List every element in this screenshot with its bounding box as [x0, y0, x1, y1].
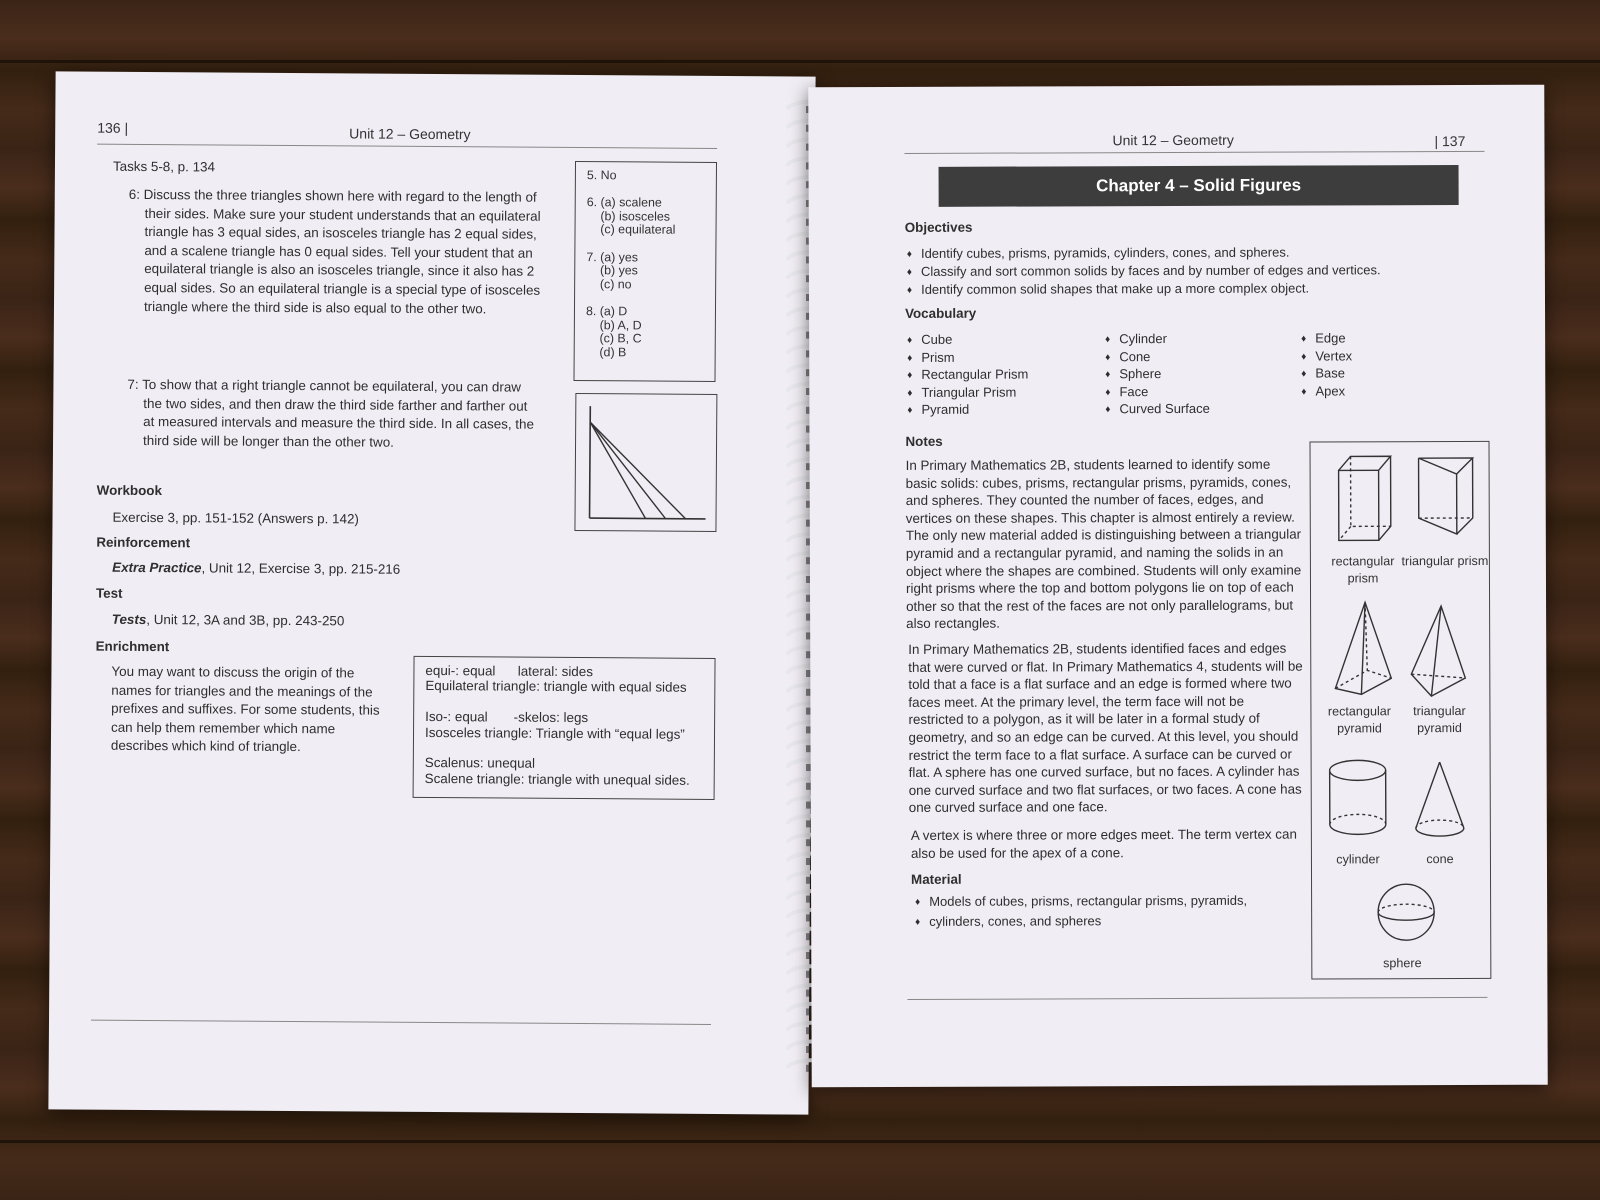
reinforcement-text: [112, 559, 400, 580]
wood-seam: [0, 1140, 1600, 1143]
vocabulary-item: ♦ Apex: [1301, 382, 1345, 402]
cone-label: cone: [1426, 852, 1454, 867]
text-line: and a scalene triangle has 0 equal sides. Tell your student that an: [144, 242, 533, 261]
text-line: In Primary Mathematics 2B, students learned to identify some: [905, 456, 1271, 473]
prefix-line: Isosceles triangle: Triangle with “equal legs”: [424, 724, 685, 742]
prefix-line: Equilateral triangle: triangle with equal sides: [425, 678, 687, 696]
header-rule: [97, 144, 717, 149]
answer-line: (b) yes: [586, 263, 638, 278]
text-line: names for triangles and the meanings of the: [111, 682, 373, 700]
answer-line: 5. No: [586, 168, 617, 183]
vocabulary-item: ♦ Triangular Prism: [907, 383, 1016, 403]
vocabulary-item: ♦ Edge: [1301, 329, 1346, 349]
text-line: vertices on these shapes. This chapter is almost entirely a review.: [905, 509, 1295, 526]
text-line: the two sides, and then draw the third side farther and farther out: [143, 395, 528, 414]
tri-pyramid-label: triangular pyramid: [1413, 703, 1466, 736]
material-list: [808, 85, 1544, 88]
test-text: [112, 611, 345, 631]
material-item: ♦ cylinders, cones, and spheres: [915, 912, 1101, 933]
prefix-line: Scalene triangle: triangle with unequal sides.: [424, 770, 690, 788]
objectives-heading: Objectives: [904, 219, 973, 235]
answer-line: (b) isosceles: [586, 208, 671, 224]
objective-item: ♦ Classify and sort common solids by faces and by number of edges and vertices.: [907, 261, 1381, 283]
task-7-text: [56, 71, 816, 76]
vocabulary-item: ♦ Cone: [1105, 348, 1150, 368]
sphere-label: sphere: [1383, 956, 1422, 971]
prefix-line: Scalenus: unequal: [424, 755, 536, 772]
left-page: [48, 71, 815, 1114]
objective-item: ♦ Identify cubes, prisms, pyramids, cylinders, cones, and spheres.: [907, 244, 1290, 265]
vocabulary-item: ♦ Sphere: [1105, 365, 1161, 385]
vocabulary-item: ♦ Base: [1301, 365, 1345, 385]
rect-prism-label: rectangular prism: [1331, 554, 1395, 586]
enrichment-heading: Enrichment: [95, 638, 170, 655]
reinforcement-detail: , Unit 12, Exercise 3, pp. 215-216: [201, 560, 401, 577]
notes-heading: Notes: [905, 433, 943, 449]
objectives-list: [808, 85, 1544, 88]
text-line: one curved surface and one face.: [908, 799, 1108, 816]
text-line: told that a face is a flat surface and an edge is formed where two: [908, 675, 1292, 693]
text-line: third side will be longer than the other two.: [143, 432, 394, 450]
rect-pyramid-label: rectangular pyramid: [1327, 704, 1391, 736]
prefix-line: Iso-: equal -skelos: legs: [425, 709, 589, 726]
text-line: You may want to discuss the origin of the: [111, 663, 355, 681]
prefix-box-text: [56, 71, 816, 76]
vocabulary-list: [808, 85, 1544, 88]
text-line: A vertex is where three or more edges meet. The term vertex can: [910, 826, 1297, 843]
page-header: Unit 12 – Geometry: [349, 125, 471, 143]
header-rule: [904, 151, 1484, 154]
workbook-text: Exercise 3, pp. 151-152 (Answers p. 142): [112, 509, 359, 527]
task-6-text: [56, 71, 816, 76]
answer-line: 8. (a) D: [585, 304, 628, 319]
text-line: flat. A sphere has one curved surface, but no faces. A cylinder has: [908, 763, 1300, 781]
text-line: pyramid and a rectangular pyramid, and naming the solids in an: [905, 544, 1284, 561]
answer-line: (d) B: [585, 344, 627, 360]
text-line: prefixes and suffixes. For some students, this: [111, 700, 380, 718]
vocabulary-item: ♦ Pyramid: [907, 401, 969, 421]
vocabulary-item: ♦ Face: [1105, 383, 1148, 403]
vocabulary-item: ♦ Rectangular Prism: [907, 366, 1028, 386]
text-line: right prisms where the top and bottom polygons lie on top of each: [905, 579, 1294, 597]
answer-line: (c) equilateral: [586, 222, 676, 238]
answer-line: 6. (a) scalene: [586, 195, 662, 210]
page-number: 136 |: [97, 119, 129, 136]
vocabulary-item: ♦ Prism: [907, 348, 954, 368]
objective-item: ♦ Identify common solid shapes that make up a more complex object.: [907, 280, 1309, 301]
text-line: The only new material added is distinguishing between a triangular: [905, 526, 1302, 544]
text-line: geometry, and so an edge can be curved. At this level, you should: [908, 728, 1299, 745]
right-triangles-figure: [575, 394, 716, 531]
right-page: [808, 85, 1547, 1088]
prefix-line: equi-: equal lateral: sides: [425, 662, 593, 680]
test-detail: , Unit 12, 3A and 3B, pp. 243-250: [146, 612, 345, 629]
text-line: In Primary Mathematics 2B, students identified faces and edges: [908, 640, 1287, 657]
text-line: also be used for the apex of a cone.: [910, 844, 1124, 861]
answer-line: 7. (a) yes: [586, 249, 639, 265]
page-header: Unit 12 – Geometry: [1112, 131, 1234, 149]
text-line: their sides. Make sure your student understands that an equilateral: [144, 205, 541, 224]
text-line: 6: Discuss the three triangles shown here with regard to the length of: [128, 186, 537, 205]
text-line: that were curved or flat. In Primary Mathematics 4, students will be: [908, 658, 1303, 675]
material-item: ♦ Models of cubes, prisms, rectangular prisms, pyramids,: [915, 892, 1247, 913]
material-heading: Material: [910, 871, 962, 887]
test-heading: Test: [95, 585, 123, 601]
text-line: at measured intervals and measure the third side. In all cases, the: [143, 414, 535, 432]
workbook-heading: Workbook: [96, 482, 162, 499]
footer-rule: [91, 1020, 711, 1025]
text-line: 7: To show that a right triangle cannot be equilateral, you can draw: [127, 376, 522, 395]
vocabulary-item: ♦ Cube: [907, 331, 952, 351]
reinforcement-title: Extra Practice: [112, 559, 202, 576]
answer-line: (c) no: [586, 276, 632, 292]
triangle-figure-box: [574, 393, 717, 532]
chapter-title: Chapter 4 – Solid Figures: [939, 165, 1459, 207]
text-line: equilateral triangle is also an isosceles triangle, since it also has 2: [144, 261, 535, 280]
text-line: other so that the rest of the faces are not only parallelograms, but: [906, 597, 1294, 614]
vocabulary-item: ♦ Curved Surface: [1105, 400, 1210, 420]
text-line: describes which kind of triangle.: [110, 738, 301, 755]
wood-seam: [0, 60, 1600, 63]
footer-rule: [907, 997, 1487, 1000]
text-line: one curved surface and two flat surfaces, or two faces. A cone has: [908, 781, 1302, 798]
vocabulary-heading: Vocabulary: [905, 305, 977, 321]
tasks-heading: Tasks 5-8, p. 134: [112, 158, 216, 175]
tri-prism-label: triangular prism: [1401, 553, 1489, 569]
text-line: can help them remember which name: [111, 719, 336, 737]
text-line: also rectangles.: [906, 616, 1000, 632]
reinforcement-heading: Reinforcement: [96, 534, 191, 551]
answer-line: (b) A, D: [585, 317, 642, 333]
vocabulary-item: ♦ Vertex: [1301, 347, 1352, 367]
notes-text: [808, 85, 1544, 88]
text-line: basic solids: cubes, prisms, rectangular prisms, pyramids, cones,: [905, 474, 1292, 491]
answer-line: (c) B, C: [585, 331, 642, 346]
text-line: object where the shapes are combined. Students will only examine: [905, 562, 1302, 579]
text-line: restrict the term face to a flat surface. A surface can be curved or: [908, 746, 1292, 763]
cylinder-label: cylinder: [1336, 852, 1380, 867]
text-line: restricted to a polygon, as it will be later in a formal study of: [908, 711, 1260, 728]
page-number: | 137: [1434, 132, 1466, 150]
text-line: and spheres. They counted the number of faces, edges, and: [905, 491, 1264, 509]
text-line: faces meet. At the primary level, the term face will not be: [908, 693, 1245, 710]
text-line: triangle where the third side is also equal to the other two.: [143, 298, 487, 316]
text-line: triangle has 3 equal sides, an isosceles triangle has 2 equal sides,: [144, 224, 537, 242]
enrichment-text: [56, 71, 816, 76]
vocabulary-item: ♦ Cylinder: [1105, 330, 1167, 350]
text-line: equal sides. So an equilateral triangle is a special type of isosceles: [144, 279, 541, 298]
test-title: Tests: [111, 611, 147, 628]
answer-list: [56, 71, 816, 76]
